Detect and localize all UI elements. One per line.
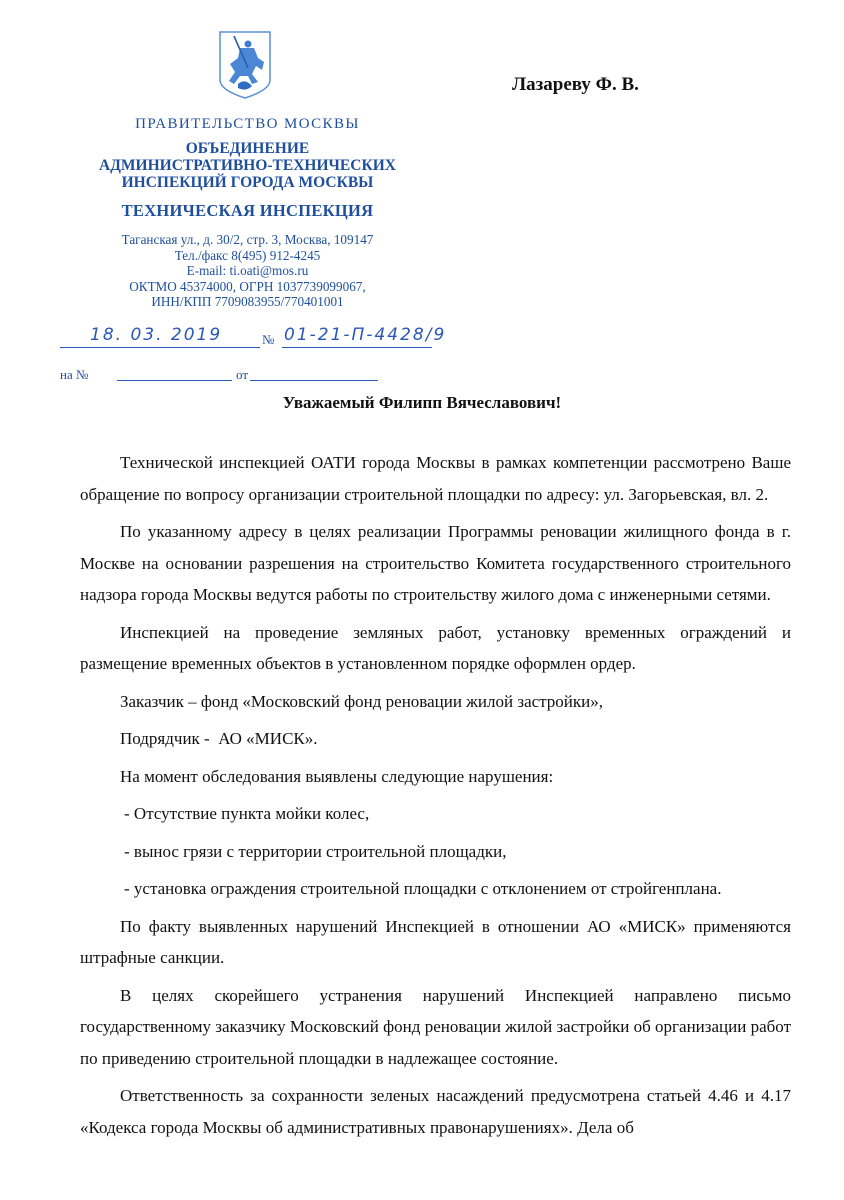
letter-body	[80, 447, 791, 1149]
paragraph: Ответственность за сохранности зеленых насаждений предусмотрена статьей 4.46 и 4.17 «Кодекса города Москвы об административных правонарушениях». Дела об	[80, 1086, 791, 1137]
violations-intro: На момент обследования выявлены следующие нарушения:	[120, 766, 554, 786]
moscow-coat-of-arms-icon	[218, 30, 272, 100]
department-name: ТЕХНИЧЕСКАЯ ИНСПЕКЦИЯ	[121, 201, 374, 220]
paragraph: Технической инспекцией ОАТИ города Москвы в рамках компетенции рассмотрено Ваше обращение по вопросу организации строительной площадки по адресу: ул. Загорьевская, вл. 2.	[80, 453, 791, 504]
organization-line: АДМИНИСТРАТИВНО-ТЕХНИЧЕСКИХ	[99, 157, 396, 174]
address-line: Таганская ул., д. 30/2, стр. 3, Москва, 109147	[121, 232, 374, 247]
reply-date-label: от	[236, 367, 249, 382]
government-title: ПРАВИТЕЛЬСТВО МОСКВЫ	[135, 116, 360, 132]
registration-number: 01-21-П-4428/9	[284, 325, 447, 345]
organization-line: ИНСПЕКЦИЙ ГОРОДА МОСКВЫ	[121, 174, 374, 191]
email-line: E-mail: ti.oati@mos.ru	[186, 263, 309, 278]
registry-line: ОКТМО 45374000, ОГРН 1037739099067,	[129, 278, 366, 294]
organization-line: ОБЪЕДИНЕНИЕ	[185, 140, 310, 157]
violation-item: - Отсутствие пункта мойки колес,	[124, 804, 370, 823]
registration-date: 18. 03. 2019	[90, 325, 223, 345]
violation-item: - вынос грязи с территории строительной площадки,	[124, 841, 507, 861]
paragraph: По указанному адресу в целях реализации Программы реновации жилищного фонда в г. Москве на основании разрешения на строительство Комитета государственного строительного надзора города Москвы ведутся работы по строительству жилого дома с инженерными сетями.	[80, 522, 791, 604]
reply-date-underline	[250, 366, 378, 381]
reply-number-underline	[117, 366, 232, 381]
addressee: Лазареву Ф. В.	[512, 74, 639, 95]
violation-item: - установка ограждения строительной площадки с отклонением от стройгенплана.	[124, 879, 722, 898]
number-label: №	[262, 332, 275, 347]
paragraph: Инспекцией на проведение земляных работ, установку временных ограждений и размещение временных объектов в установленном порядке оформлен ордер.	[80, 622, 791, 673]
greeting: Уважаемый Филипп Вячеславович!	[282, 393, 562, 412]
contact-block	[60, 232, 435, 310]
organization-name	[60, 140, 435, 191]
contractor-line: Подрядчик - АО «МИСК».	[120, 729, 318, 748]
tax-id-line: ИНН/КПП 7709083955/770401001	[151, 294, 344, 309]
phone-line: Тел./факс 8(495) 912-4245	[174, 247, 321, 263]
paragraph: По факту выявленных нарушений Инспекцией в отношении АО «МИСК» применяются штрафные санкции.	[80, 916, 791, 967]
reply-number-label: на №	[60, 367, 89, 382]
customer-line: Заказчик – фонд «Московский фонд реновации жилой застройки»,	[120, 691, 604, 711]
paragraph: В целях скорейшего устранения нарушений Инспекцией направлено письмо государственному заказчику Московский фонд реновации жилой застройки об организации работ по приведению строительной площадки в надлежащее состояние.	[80, 985, 791, 1068]
